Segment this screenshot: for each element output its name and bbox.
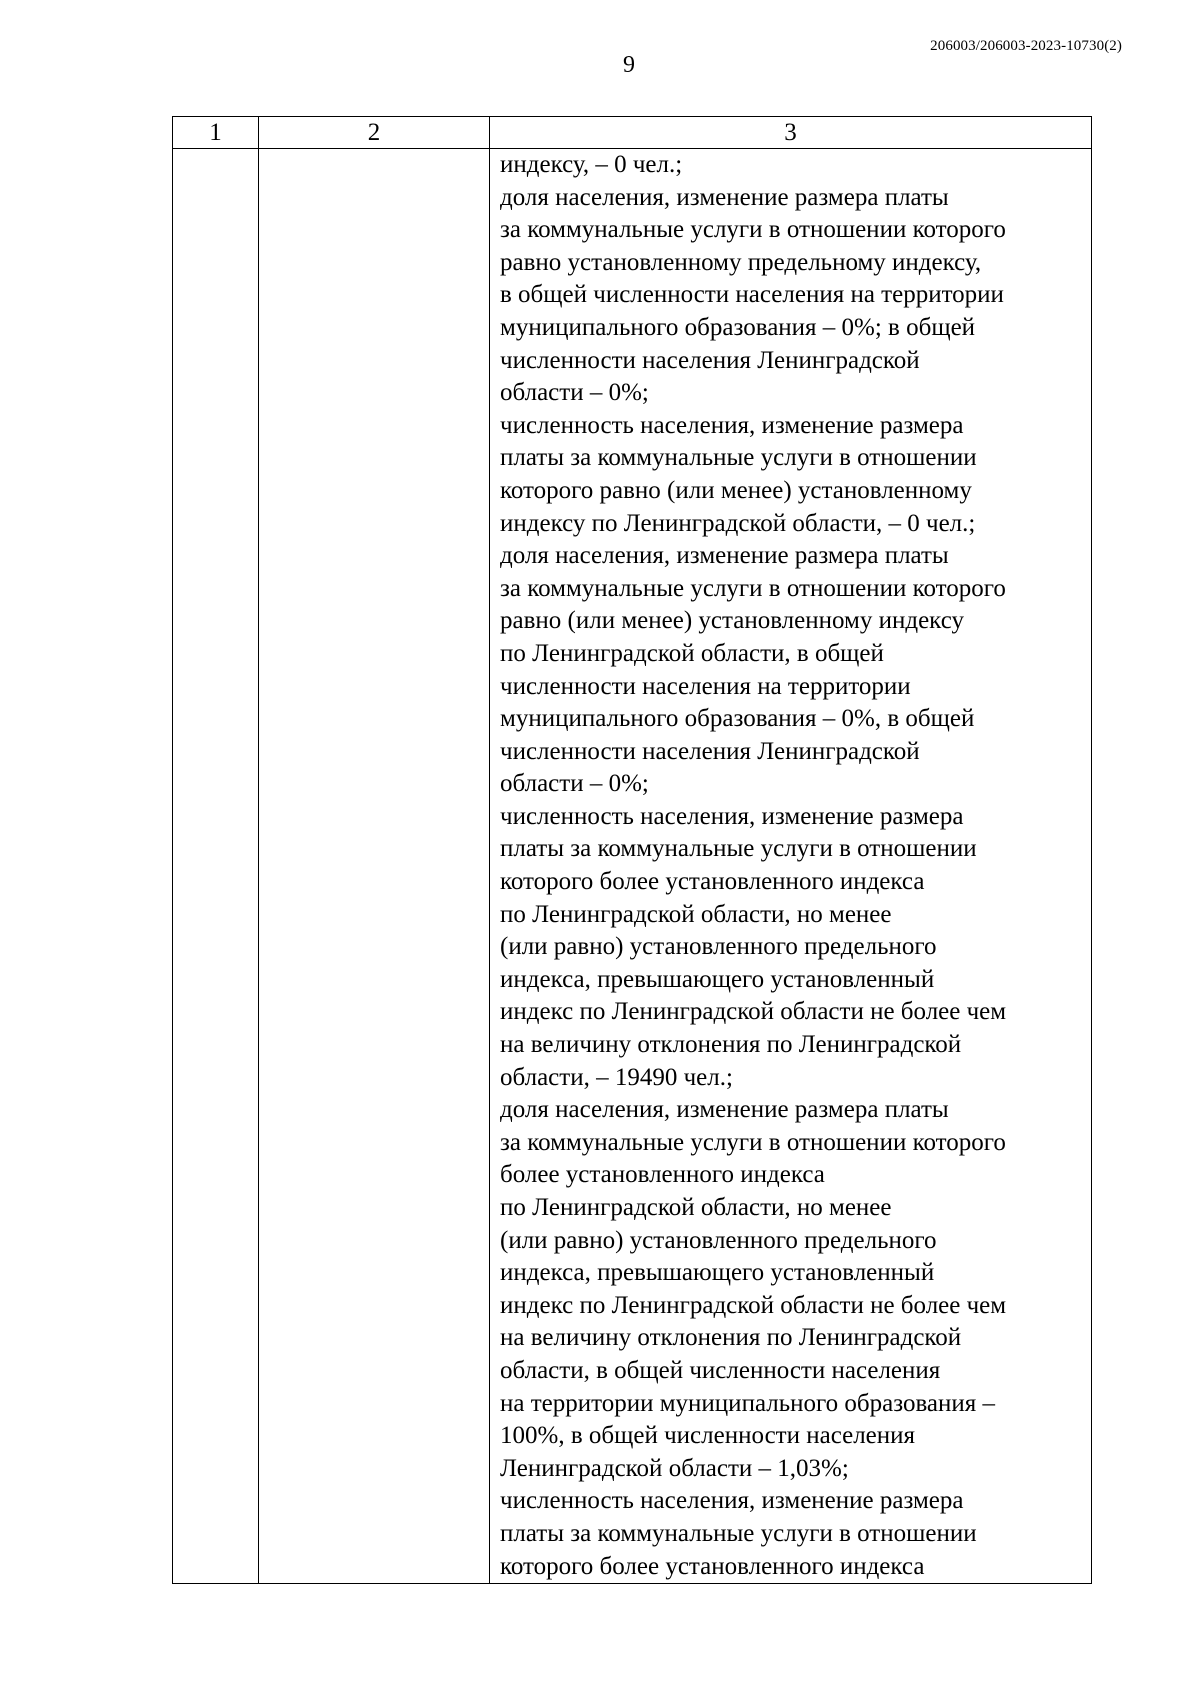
text-line: за коммунальные услуги в отношении которого [500,216,1006,244]
text-line: 100%, в общей численности населения [500,1422,916,1450]
text-line: индекса, превышающего установленный [500,1259,935,1287]
text-line: на величину отклонения по Ленинградской [500,1324,962,1352]
text-line: индексу, – 0 чел.; [500,151,683,178]
cell-text-block [500,149,1091,1583]
text-line: численности населения Ленинградской [500,737,920,765]
table-header-row [173,117,1092,149]
text-line: на территории муниципального образования – [500,1389,996,1417]
table-cell-col3 [490,149,1092,1584]
text-line: которого равно (или менее) установленному [500,476,972,504]
text-line: индекс по Ленинградской области не более чем [500,998,1007,1026]
text-line: доля населения, изменение размера платы [500,542,949,570]
text-line: индекс по Ленинградской области не более чем [500,1291,1007,1319]
text-line: области, в общей численности населения [500,1356,941,1384]
text-line: за коммунальные услуги в отношении которого [500,1128,1006,1156]
text-line: индексу по Ленинградской области, – 0 чел.; [500,509,976,537]
text-line: индекса, превышающего установленный [500,965,935,993]
text-line: по Ленинградской области, в общей [500,639,884,667]
table-cell-col1 [173,149,259,1584]
text-line: доля населения, изменение размера платы [500,1096,949,1124]
text-line: области – 0%; [500,379,649,407]
text-line: области, – 19490 чел.; [500,1063,733,1091]
text-line: численности населения Ленинградской [500,346,920,374]
text-line: равно (или менее) установленному индексу [500,607,964,635]
text-line: которого более установленного индекса [500,868,925,896]
text-line: за коммунальные услуги в отношении которого [500,574,1006,602]
text-line: на величину отклонения по Ленинградской [500,1031,962,1059]
text-line: платы за коммунальные услуги в отношении [500,835,977,863]
text-line: платы за коммунальные услуги в отношении [500,444,977,472]
text-line: муниципального образования – 0%; в общей [500,313,976,341]
text-line: численность населения, изменение размера [500,411,964,439]
text-line: (или равно) установленного предельного [500,1226,937,1254]
table-row [173,149,1092,1584]
text-line: численности населения на территории [500,672,911,700]
text-line: равно установленному предельному индексу, [500,248,982,276]
content-table [172,116,1092,1584]
text-line: области – 0%; [500,770,649,798]
text-line: в общей численности населения на территории [500,281,1004,309]
text-line: доля населения, изменение размера платы [500,183,949,211]
text-line: (или равно) установленного предельного [500,933,937,961]
text-line: численность населения, изменение размера [500,802,964,830]
page-number: 9 [623,52,635,78]
text-line: по Ленинградской области, но менее [500,1194,892,1221]
document-id: 206003/206003-2023-10730(2) [930,38,1122,54]
text-line: которого более установленного индекса [500,1552,925,1580]
text-line: муниципального образования – 0%, в общей [500,705,975,733]
column-header-3: 3 [490,117,1092,149]
text-line: численность населения, изменение размера [500,1487,964,1515]
table-cell-col2 [259,149,490,1584]
column-header-2: 2 [259,117,490,149]
text-line: по Ленинградской области, но менее [500,900,892,928]
text-line: платы за коммунальные услуги в отношении [500,1519,977,1547]
text-line: более установленного индекса [500,1161,825,1189]
column-header-1: 1 [173,117,259,149]
text-line: Ленинградской области – 1,03%; [500,1454,849,1482]
